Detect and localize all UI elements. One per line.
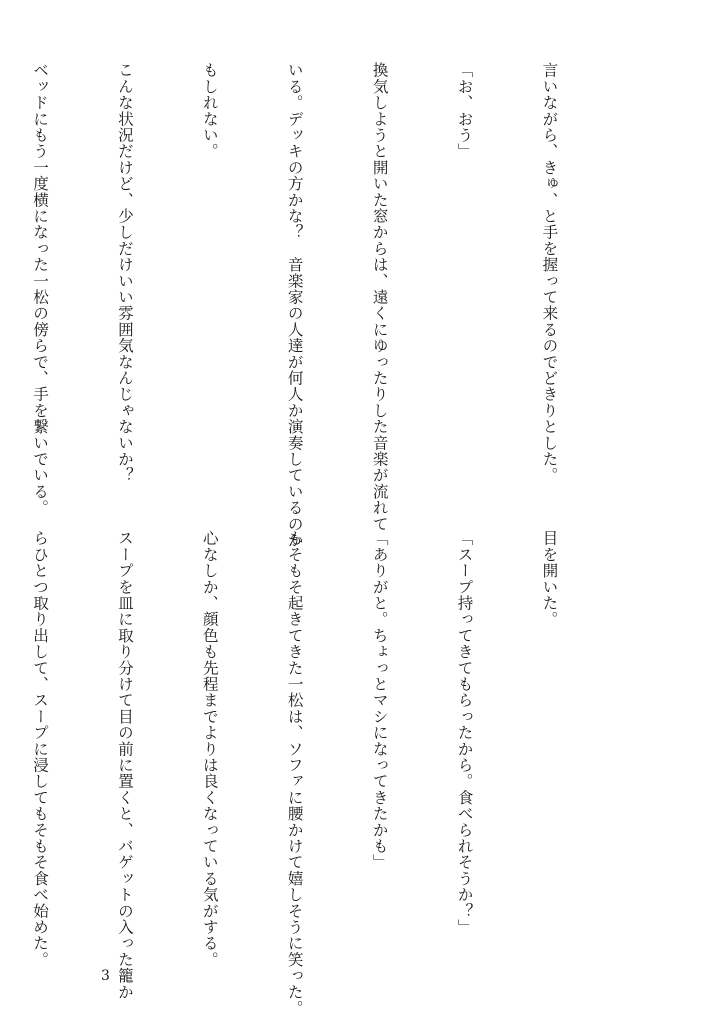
page-number: 3 <box>101 968 110 984</box>
text-column: 「スープ持ってきてもらったから。食べられそうか？」 <box>455 530 474 935</box>
text-column: 「お、おう」 <box>455 62 474 160</box>
text-column: もしれない。 <box>200 62 219 160</box>
text-column: 言いながら、きゅ、と手を握って来るのでどきりとした。 <box>540 62 559 484</box>
text-column: らひとつ取り出して、スープに浸してもそもそ食べ始めた。 <box>31 530 50 968</box>
upper-text-block <box>0 62 620 548</box>
text-column: 心なしか、顔色も先程までよりは良くなっている気がする。 <box>200 530 219 968</box>
text-column: スープを皿に取り分けて目の前に置くと、バゲットの入った籠か <box>115 530 134 1000</box>
text-column: いる。デッキの方かな？ 音楽家の人達が何人か演奏しているのか <box>285 62 304 548</box>
text-column: 「ありがと。ちょっとマシになってきたかも」 <box>370 530 389 871</box>
text-column: 目を開いた。 <box>540 530 559 628</box>
text-column: 換気しようと開いた窓からは、遠くにゆったりした音楽が流れて <box>370 62 389 532</box>
text-column: ベッドにもう一度横になった一松の傍らで、手を繋いでいる。 <box>31 62 50 516</box>
text-column: もそもそ起きてきた一松は、ソファに腰かけて嬉しそうに笑った。 <box>285 530 304 1016</box>
lower-text-block <box>0 530 620 1016</box>
text-column: こんな状況だけど、少しだけいい雰囲気なんじゃないか？ <box>115 62 134 484</box>
